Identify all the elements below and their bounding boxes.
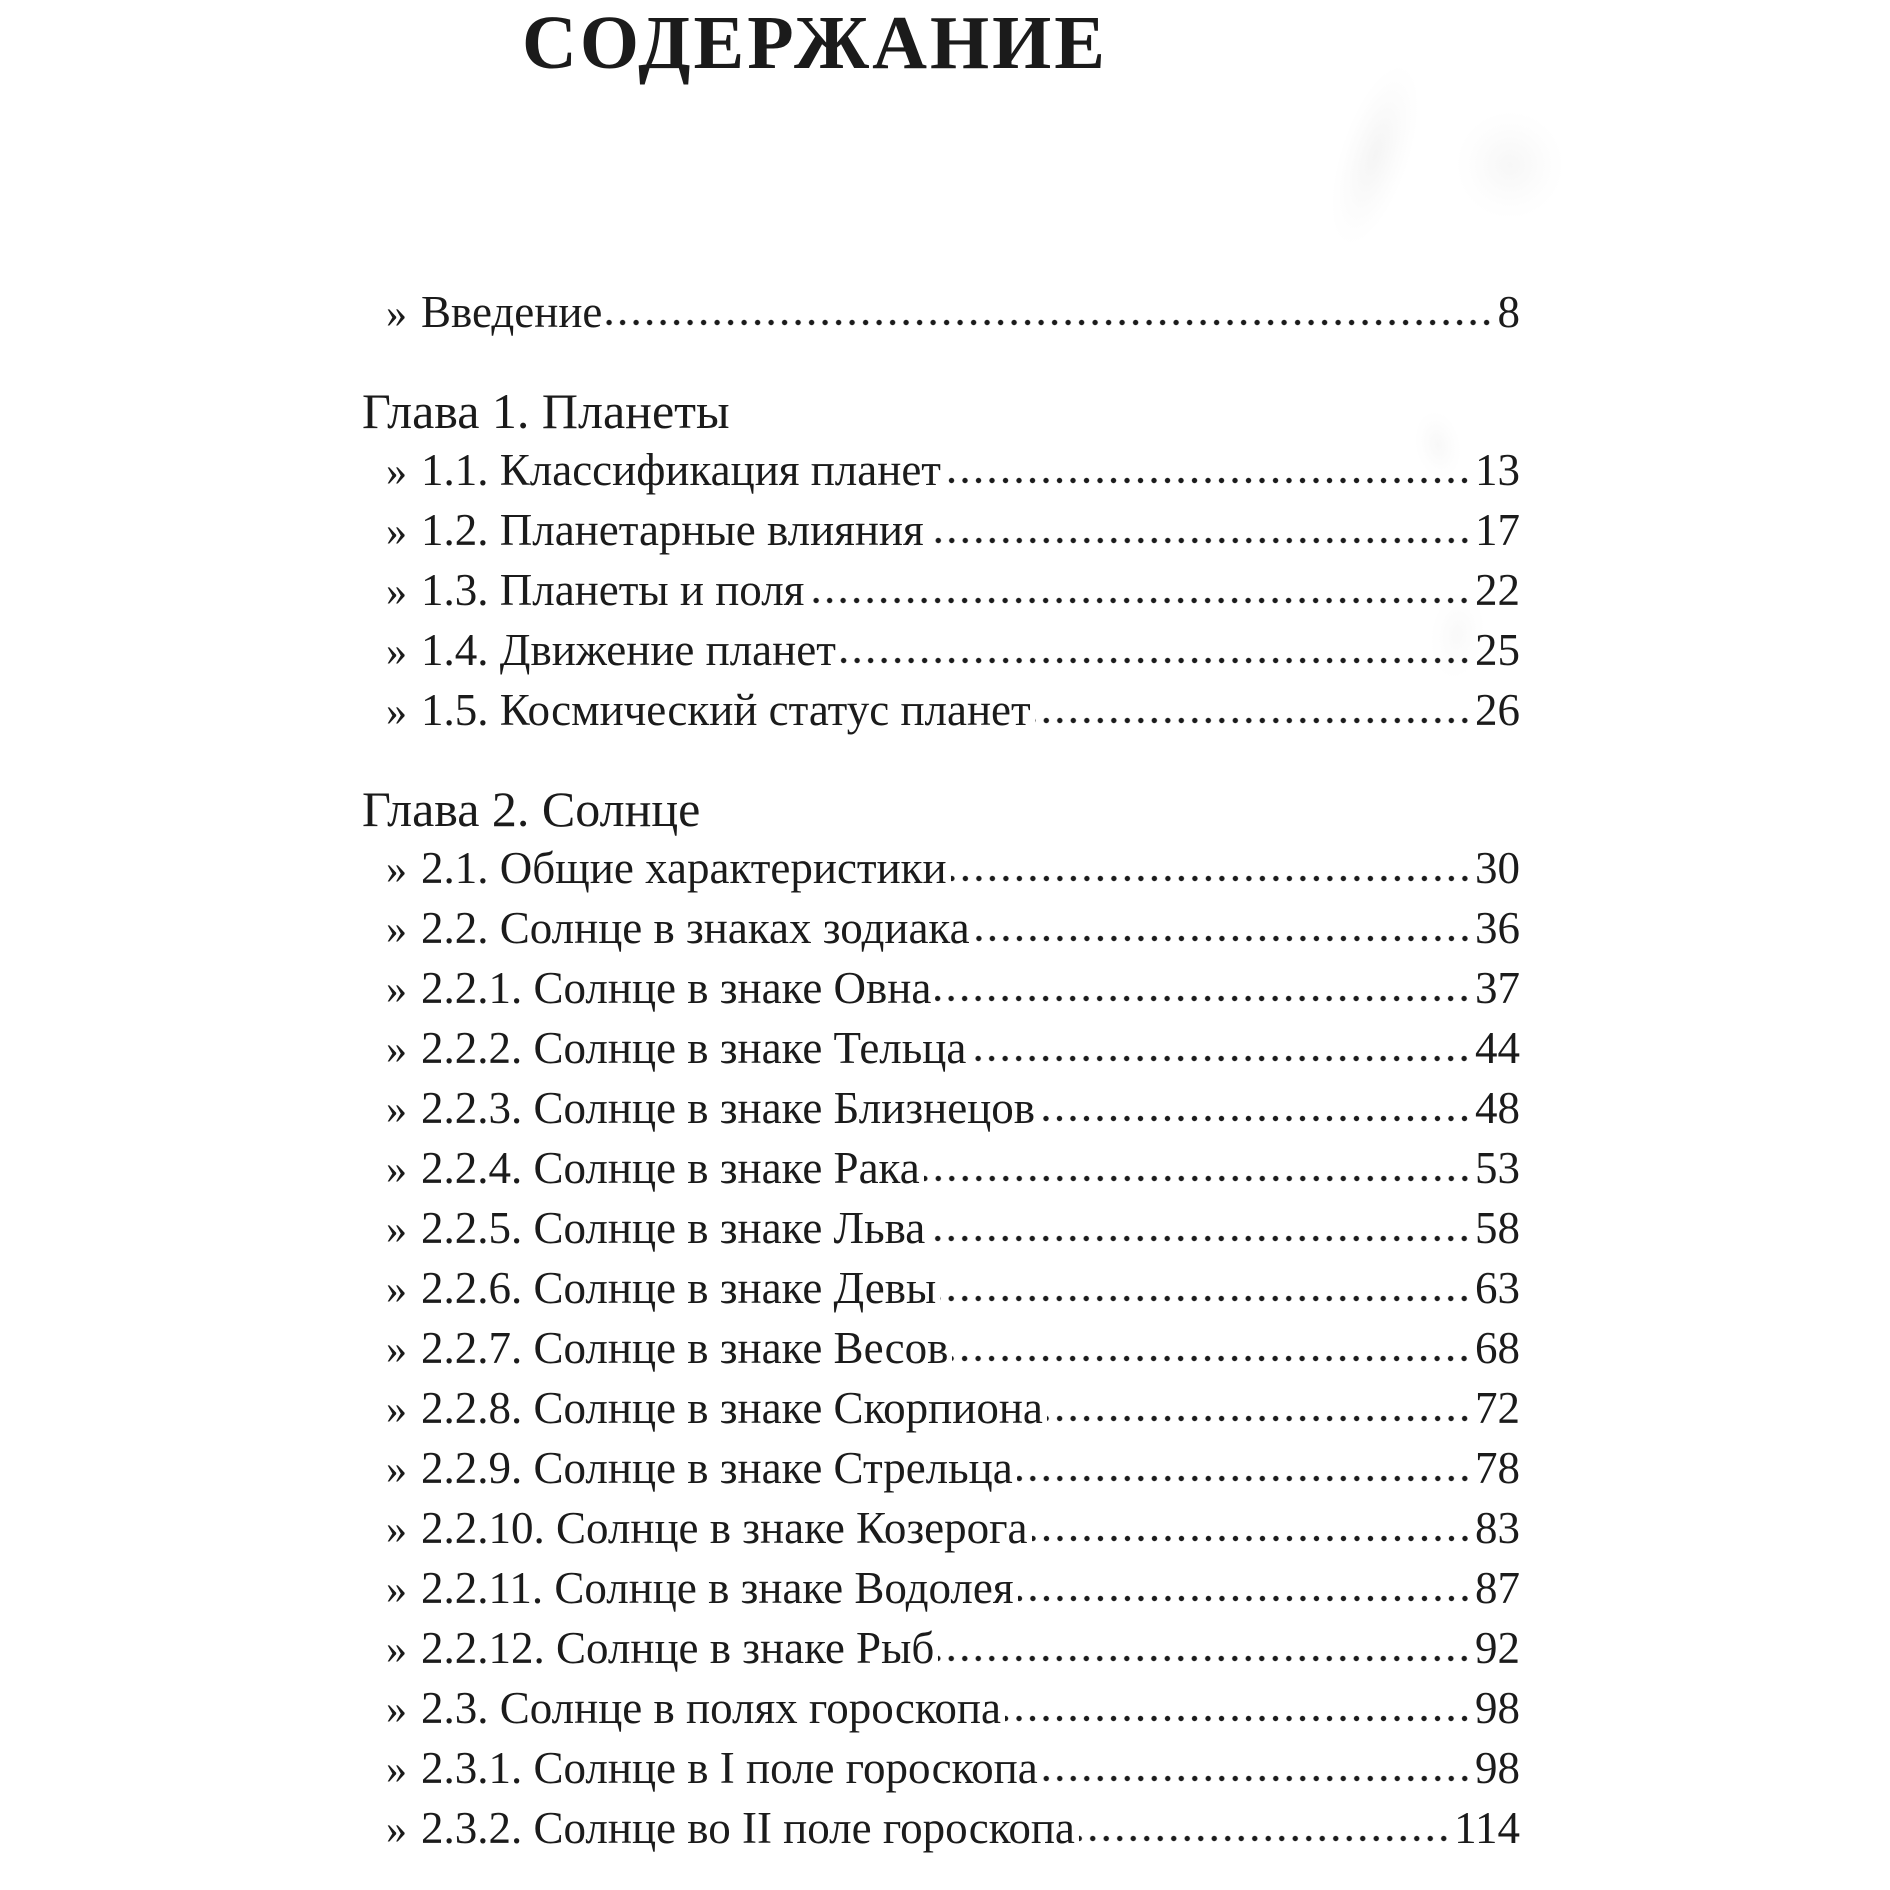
dot-leader bbox=[929, 1234, 1474, 1243]
page-number: 48 bbox=[1475, 1083, 1520, 1133]
page-number: 17 bbox=[1475, 505, 1520, 555]
toc-entry bbox=[386, 958, 1520, 1018]
guillemet-bullet-icon: » bbox=[386, 1747, 407, 1793]
dot-leader bbox=[974, 934, 1474, 943]
toc-entry bbox=[386, 1018, 1520, 1078]
toc-entry-label: 2.2.4. Солнце в знаке Рака bbox=[421, 1143, 920, 1193]
dot-leader bbox=[1018, 1594, 1474, 1603]
page-number: 114 bbox=[1454, 1803, 1520, 1853]
toc-entry-label: 1.4. Движение планет bbox=[421, 625, 836, 675]
scan-artifact bbox=[1455, 110, 1565, 220]
dot-leader bbox=[808, 596, 1474, 605]
toc-entry-label: 2.2.11. Солнце в знаке Водолея bbox=[421, 1563, 1014, 1613]
dot-leader bbox=[940, 1294, 1474, 1303]
guillemet-bullet-icon: » bbox=[386, 1507, 407, 1553]
guillemet-bullet-icon: » bbox=[386, 1447, 407, 1493]
dot-leader bbox=[840, 656, 1474, 665]
toc-entry-label: 2.1. Общие характеристики bbox=[421, 843, 947, 893]
page-number: 68 bbox=[1475, 1323, 1520, 1373]
guillemet-bullet-icon: » bbox=[386, 1807, 407, 1853]
guillemet-bullet-icon: » bbox=[386, 1147, 407, 1193]
toc-entry bbox=[386, 898, 1520, 958]
dot-leader bbox=[1042, 1774, 1474, 1783]
toc-entry-label: 2.2.2. Солнце в знаке Тельца bbox=[421, 1023, 967, 1073]
page-number: 30 bbox=[1475, 843, 1520, 893]
toc-entry-label: 2.2.9. Солнце в знаке Стрельца bbox=[421, 1443, 1013, 1493]
toc-entry-label: 2.2.10. Солнце в знаке Козерога bbox=[421, 1503, 1028, 1553]
toc-entry bbox=[386, 1798, 1520, 1858]
guillemet-bullet-icon: » bbox=[386, 1267, 407, 1313]
guillemet-bullet-icon: » bbox=[386, 907, 407, 953]
guillemet-bullet-icon: » bbox=[386, 1087, 407, 1133]
page-number: 22 bbox=[1475, 565, 1520, 615]
toc-entry-label: Введение bbox=[421, 287, 603, 337]
dot-leader bbox=[1032, 1534, 1474, 1543]
guillemet-bullet-icon: » bbox=[386, 689, 407, 735]
toc-entry-label: 1.3. Планеты и поля bbox=[421, 565, 805, 615]
chapter-heading: Глава 1. Планеты bbox=[362, 383, 730, 439]
toc-entry bbox=[386, 1618, 1520, 1678]
toc-entry bbox=[386, 440, 1520, 500]
toc-entry bbox=[386, 1678, 1520, 1738]
page-number: 53 bbox=[1475, 1143, 1520, 1193]
toc-entry-label: 2.3. Солнце в полях гороскопа bbox=[421, 1683, 1001, 1733]
toc-entry bbox=[386, 560, 1520, 620]
page-number: 72 bbox=[1475, 1383, 1520, 1433]
dot-leader bbox=[606, 318, 1496, 327]
page-number: 92 bbox=[1475, 1623, 1520, 1673]
toc-entry bbox=[386, 1738, 1520, 1798]
guillemet-bullet-icon: » bbox=[386, 569, 407, 615]
toc-entry-label: 2.2.12. Солнце в знаке Рыб bbox=[421, 1623, 935, 1673]
toc-entry-label: 2.2.3. Солнце в знаке Близнецов bbox=[421, 1083, 1036, 1133]
toc-entry-label: 2.2.8. Солнце в знаке Скорпиона bbox=[421, 1383, 1043, 1433]
toc-entry bbox=[386, 500, 1520, 560]
dot-leader bbox=[970, 1054, 1474, 1063]
toc-entry bbox=[386, 680, 1520, 740]
guillemet-bullet-icon: » bbox=[386, 1627, 407, 1673]
guillemet-bullet-icon: » bbox=[386, 1327, 407, 1373]
page-number: 25 bbox=[1475, 625, 1520, 675]
guillemet-bullet-icon: » bbox=[386, 509, 407, 555]
dot-leader bbox=[1005, 1714, 1474, 1723]
toc-entry-label: 2.3.2. Солнце во II поле гороскопа bbox=[421, 1803, 1075, 1853]
toc-entry bbox=[386, 1138, 1520, 1198]
guillemet-bullet-icon: » bbox=[386, 1387, 407, 1433]
guillemet-bullet-icon: » bbox=[386, 1687, 407, 1733]
toc-entry bbox=[386, 1078, 1520, 1138]
toc-entry bbox=[386, 1498, 1520, 1558]
guillemet-bullet-icon: » bbox=[386, 847, 407, 893]
toc-entry-label: 1.5. Космический статус планет bbox=[421, 685, 1031, 735]
page-number: 98 bbox=[1475, 1683, 1520, 1733]
dot-leader bbox=[924, 1174, 1474, 1183]
guillemet-bullet-icon: » bbox=[386, 1207, 407, 1253]
toc-entry bbox=[386, 838, 1520, 898]
toc-entry-label: 2.2.7. Солнце в знаке Весов bbox=[421, 1323, 949, 1373]
page-number: 37 bbox=[1475, 963, 1520, 1013]
page-number: 63 bbox=[1475, 1263, 1520, 1313]
toc-entry-label: 2.2. Солнце в знаках зодиака bbox=[421, 903, 970, 953]
toc-entry bbox=[386, 1318, 1520, 1378]
toc-entry-label: 2.2.6. Солнце в знаке Девы bbox=[421, 1263, 937, 1313]
toc-entry bbox=[386, 1438, 1520, 1498]
toc-entry-label: 2.3.1. Солнце в I поле гороскопа bbox=[421, 1743, 1038, 1793]
guillemet-bullet-icon: » bbox=[386, 449, 407, 495]
toc-list bbox=[362, 282, 1520, 1858]
guillemet-bullet-icon: » bbox=[386, 291, 407, 337]
toc-entry-label: 1.1. Классификация планет bbox=[421, 445, 941, 495]
page-number: 98 bbox=[1475, 1743, 1520, 1793]
dot-leader bbox=[1047, 1414, 1474, 1423]
dot-leader bbox=[928, 536, 1474, 545]
page-number: 87 bbox=[1475, 1563, 1520, 1613]
page-number: 83 bbox=[1475, 1503, 1520, 1553]
page-number: 26 bbox=[1475, 685, 1520, 735]
page-number: 44 bbox=[1475, 1023, 1520, 1073]
dot-leader bbox=[1079, 1834, 1453, 1843]
toc-entry bbox=[386, 282, 1520, 342]
scan-artifact bbox=[1312, 54, 1437, 256]
page-number: 78 bbox=[1475, 1443, 1520, 1493]
dot-leader bbox=[945, 476, 1474, 485]
dot-leader bbox=[935, 994, 1474, 1003]
page-number: 36 bbox=[1475, 903, 1520, 953]
guillemet-bullet-icon: » bbox=[386, 1027, 407, 1073]
guillemet-bullet-icon: » bbox=[386, 1567, 407, 1613]
toc-entry bbox=[386, 1258, 1520, 1318]
page-title: СОДЕРЖАНИЕ bbox=[522, 1, 1108, 85]
dot-leader bbox=[938, 1654, 1474, 1663]
dot-leader bbox=[1017, 1474, 1474, 1483]
chapter-heading: Глава 2. Солнце bbox=[362, 781, 701, 837]
dot-leader bbox=[951, 874, 1474, 883]
dot-leader bbox=[1039, 1114, 1474, 1123]
page-number: 13 bbox=[1475, 445, 1520, 495]
dot-leader bbox=[952, 1354, 1474, 1363]
dot-leader bbox=[1035, 716, 1474, 725]
page-number: 8 bbox=[1497, 287, 1520, 337]
toc-entry-label: 2.2.1. Солнце в знаке Овна bbox=[421, 963, 932, 1013]
toc-entry bbox=[386, 1378, 1520, 1438]
toc-entry bbox=[386, 1558, 1520, 1618]
toc-entry-label: 1.2. Планетарные влияния bbox=[421, 505, 924, 555]
toc-entry bbox=[386, 1198, 1520, 1258]
page-number: 58 bbox=[1475, 1203, 1520, 1253]
guillemet-bullet-icon: » bbox=[386, 629, 407, 675]
toc-entry bbox=[386, 620, 1520, 680]
guillemet-bullet-icon: » bbox=[386, 967, 407, 1013]
toc-entry-label: 2.2.5. Солнце в знаке Льва bbox=[421, 1203, 926, 1253]
